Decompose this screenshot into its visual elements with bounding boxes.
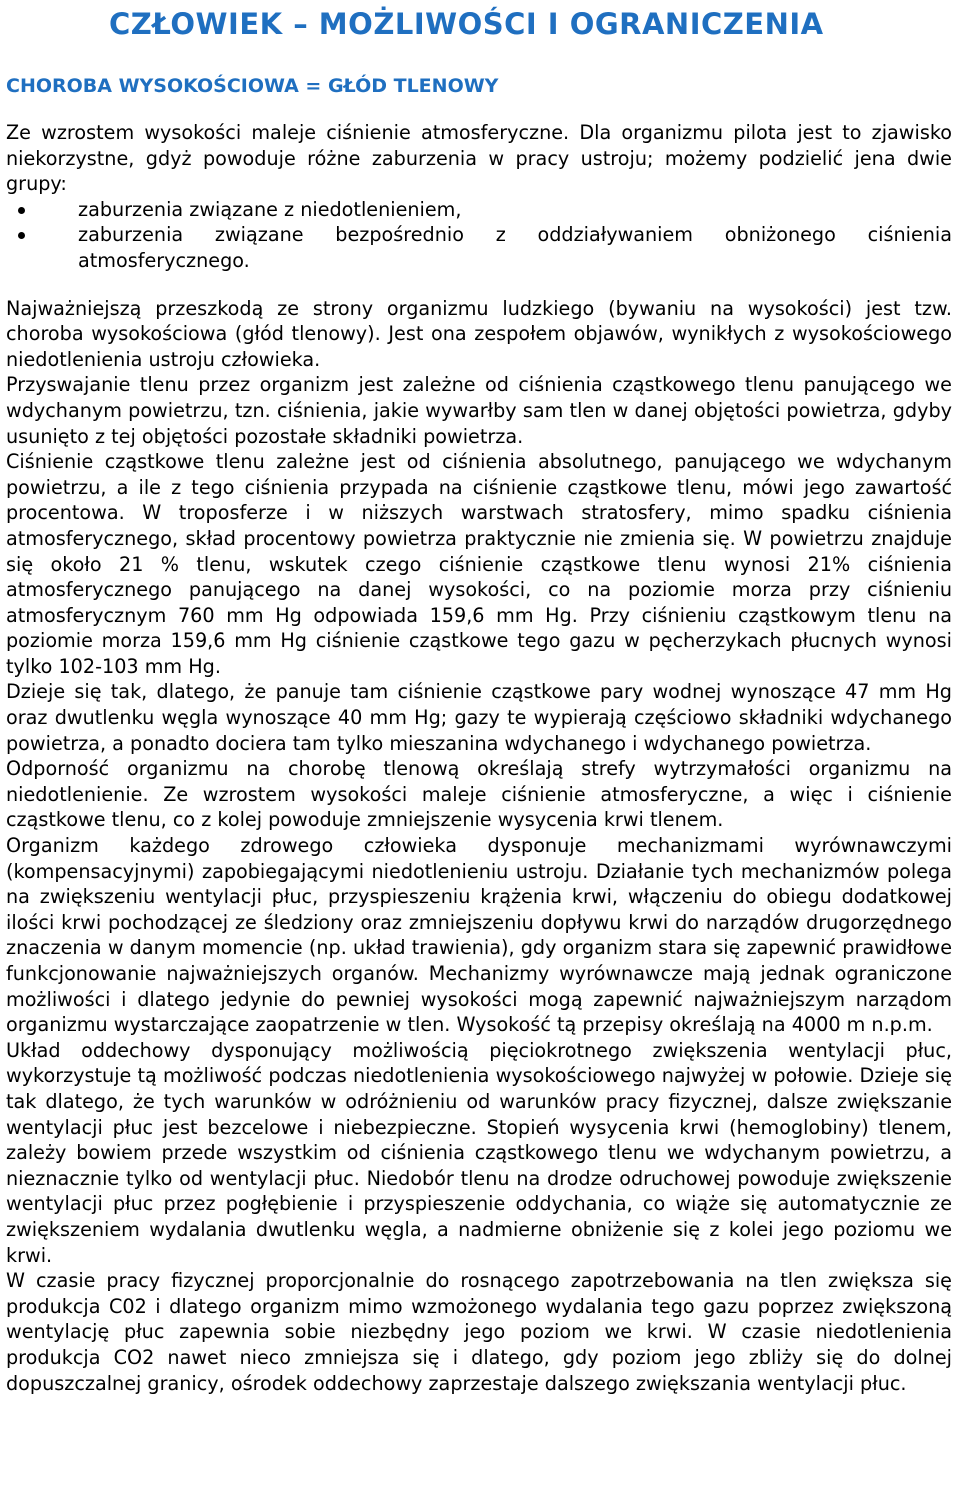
paragraph: Organizm każdego zdrowego człowieka dysponuje mechanizmami wyrównawczymi (kompensacyjnymi) zapobiegającymi niedotlenieniu ustroju. Działanie tych mechanizmów polega na zwiększeniu wentylacji płuc, przyspieszeniu krążenia krwi, włączeniu do obiegu dodatkowej ilości krwi pochodzącej ze śledziony oraz zmniejszeniu dopływu krwi do narządów drugorzędnego znaczenia w danym momencie (np. układ trawienia), gdy organizm stara się zapewnić prawidłowe funkcjonowanie najważniejszych organów. Mechanizmy wyrównawcze mają jednak ograniczone możliwości i dlatego jedynie do pewniej wysokości mogą zapewnić najważniejszym narządom organizmu wystarczające zaopatrzenie w tlen. Wysokość tą przepisy określają na 4000 m n.p.m. xyxy=(6,834,952,1037)
body-text xyxy=(6,296,952,1397)
spacer xyxy=(6,274,952,296)
paragraph: Ciśnienie cząstkowe tlenu zależne jest od ciśnienia absolutnego, panującego we wdychanym powietrzu, a ile z tego ciśnienia przypada na ciśnienie cząstkowe tlenu, mówi jego zawartość procentowa. W troposferze i w niższych warstwach stratosfery, mimo spadku ciśnienia atmosferycznego, skład procentowy powietrza praktycznie nie zmienia się. W powietrzu znajduje się około 21 % tlenu, wskutek czego ciśnienie cząstkowe tlenu wynosi 21% ciśnienia atmosferycznego panującego na danej wysokości, co na poziomie morza przy ciśnieniu atmosferycznym 760 mm Hg odpowiada 159,6 mm Hg. Przy ciśnieniu cząstkowym tlenu na poziomie morza 159,6 mm Hg ciśnienie cząstkowe tego gazu w pęcherzykach płucnych wynosi tylko 102-103 mm Hg. xyxy=(6,450,952,678)
bullet-text: zaburzenia związane bezpośrednio z oddziaływaniem obniżonego ciśnienia atmosferycznego. xyxy=(78,223,952,272)
paragraph: Odporność organizmu na chorobę tlenową określają strefy wytrzymałości organizmu na niedotlenienie. Ze wzrostem wysokości maleje ciśnienie atmosferyczne, a więc i ciśnienie cząstkowe tlenu, co z kolej powoduje zmniejszenie wysycenia krwi tlenem. xyxy=(6,757,952,832)
paragraph: Dzieje się tak, dlatego, że panuje tam ciśnienie cząstkowe pary wodnej wynoszące 47 mm Hg oraz dwutlenku węgla wynoszące 40 mm Hg; gazy te wypierają częściowo składniki wdychanego powietrza, a ponadto dociera tam tylko mieszanina wdychanego i wdychanego powietrza. xyxy=(6,680,952,755)
page-title: CZŁOWIEK – MOŻLIWOŚCI I OGRANICZENIA xyxy=(109,7,824,41)
bullet-text: zaburzenia związane z niedotlenieniem, xyxy=(78,197,462,221)
paragraph: W czasie pracy fizycznej proporcjonalnie do rosnącego zapotrzebowania na tlen zwiększa się produkcja C02 i dlatego organizm mimo wzmożonego wydalania tego gazu poprzez zwiększoną wentylację płuc zapewnia sobie niezbędny jego poziom we krwi. W czasie niedotlenienia produkcja CO2 nawet nieco zmniejsza się i dlatego, gdy poziom jego zbliży się do dolnej dopuszczalnej granicy, ośrodek oddechowy zaprzestaje dalszego zwiększania wentylacji płuc. xyxy=(6,1269,952,1395)
document-page xyxy=(0,6,960,1396)
paragraph: Najważniejszą przeszkodą ze strony organizmu ludzkiego (bywaniu na wysokości) jest tzw. choroba wysokościowa (głód tlenowy). Jest ona zespołem objawów, wynikłych z wysokościowego niedotlenienia ustroju człowieka. xyxy=(6,296,952,371)
bullet-icon xyxy=(18,232,25,239)
paragraph: Przyswajanie tlenu przez organizm jest zależne od ciśnienia cząstkowego tlenu panującego we wdychanym powietrzu, tzn. ciśnienia, jakie wywarłby sam tlen w danej objętości powietrza, gdyby usunięto z tej objętości pozostałe składniki powietrza. xyxy=(6,373,952,448)
paragraph: Układ oddechowy dysponujący możliwością pięciokrotnego zwiększenia wentylacji płuc, wykorzystuje tą możliwość podczas niedotlenienia wysokościowego najwyżej w połowie. Dzieje się tak dlatego, że tych warunków w odróżnieniu od warunków pracy fizycznej, dalsze zwiększanie wentylacji płuc jest bezcelowe i niebezpieczne. Stopień wysycenia krwi (hemoglobiny) tlenem, zależy bowiem przede wszystkim od ciśnienia cząstkowego tlenu we wdychanym powietrzu, a nieznacznie tylko od wentylacji płuc. Niedobór tlenu na drodze odruchowej powoduje zwiększenie wentylacji płuc przez pogłębienie i przyspieszenie oddychania, co wiąże się automatycznie ze zwiększeniem wydalania dwutlenku węgla, a nadmierne obniżenie się z kolei jego poziomu we krwi. xyxy=(6,1038,952,1267)
section-heading: CHOROBA WYSOKOŚCIOWA = GŁÓD TLENOWY xyxy=(6,75,499,97)
intro-paragraph: Ze wzrostem wysokości maleje ciśnienie atmosferyczne. Dla organizmu pilota jest to zjawisko niekorzystne, gdyż powoduje różne zaburzenia w pracy ustroju; możemy podzielić jena dwie grupy: xyxy=(6,121,952,196)
bullet-icon xyxy=(18,207,25,214)
bullet-item xyxy=(78,197,952,223)
bullet-list xyxy=(6,197,952,274)
bullet-item xyxy=(78,222,952,273)
